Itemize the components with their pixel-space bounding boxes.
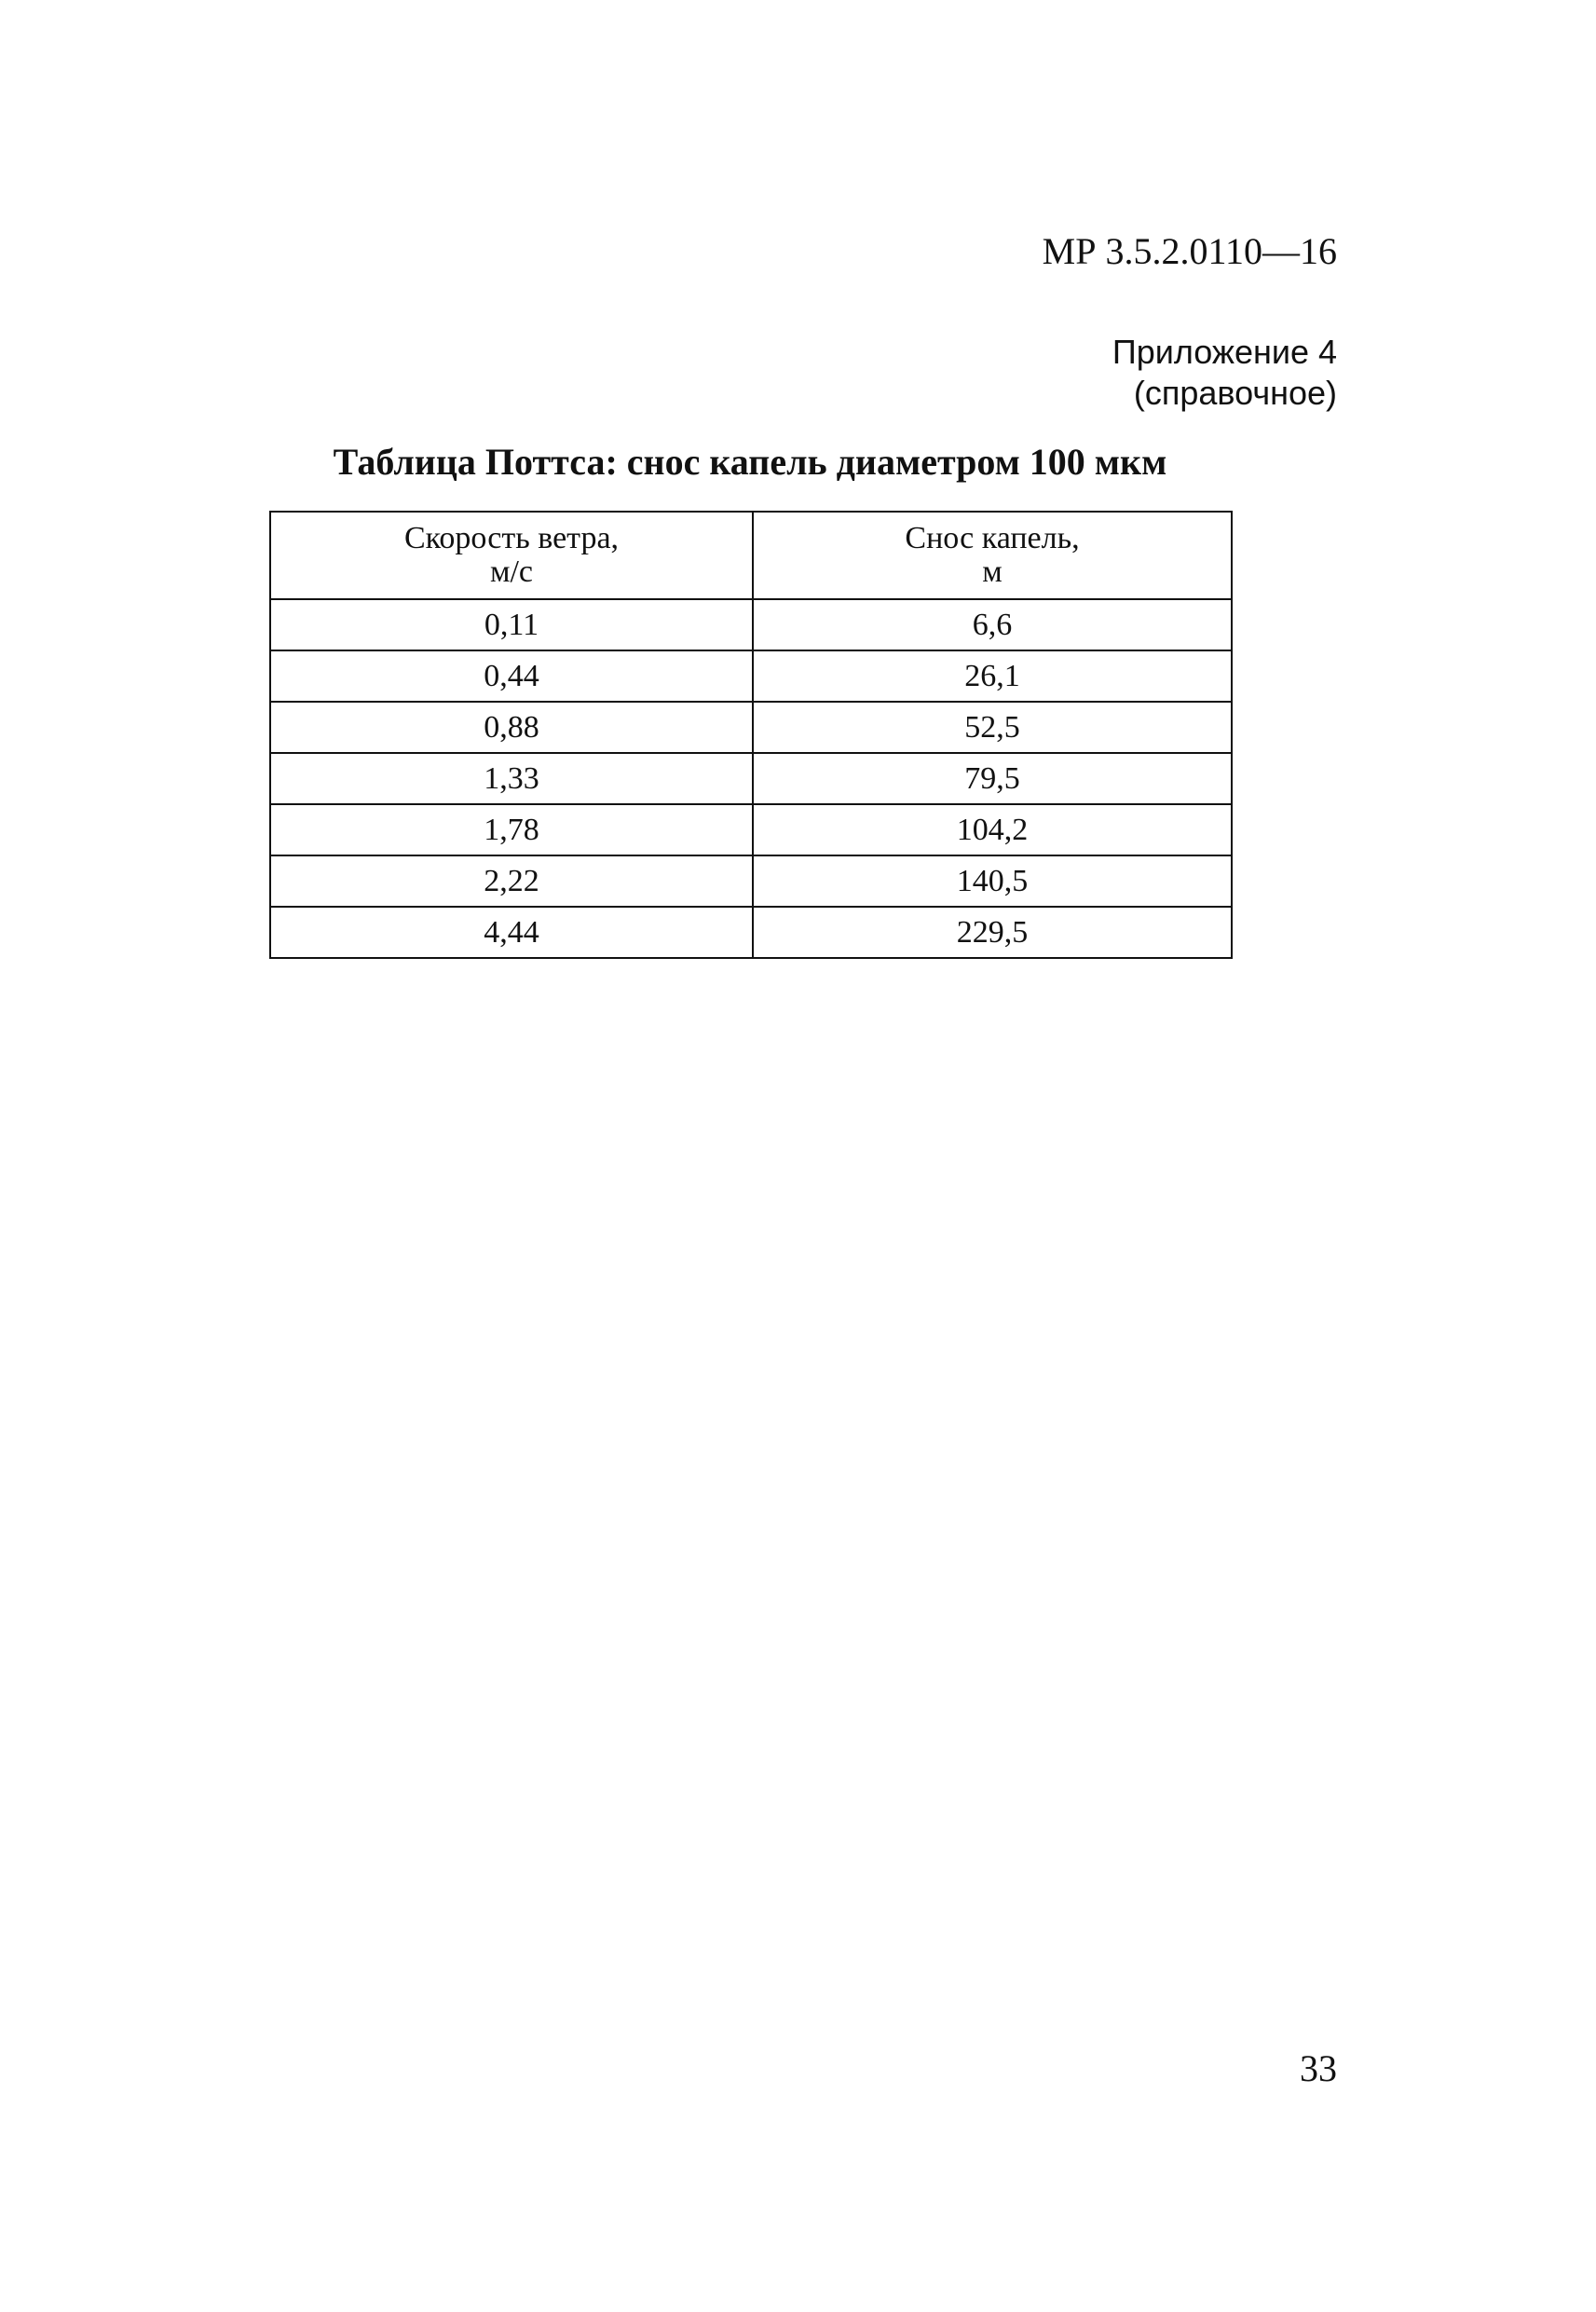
wind-speed-cell: 4,44 xyxy=(270,907,753,958)
drop-drift-cell: 104,2 xyxy=(753,804,1232,855)
appendix-type: (справочное) xyxy=(1133,374,1337,412)
column-header-wind-speed xyxy=(270,512,753,599)
drop-drift-cell: 26,1 xyxy=(753,650,1232,702)
wind-speed-cell: 0,11 xyxy=(270,599,753,650)
table-row xyxy=(270,753,1232,804)
page-number: 33 xyxy=(1300,2047,1337,2089)
drop-drift-cell: 140,5 xyxy=(753,855,1232,907)
wind-speed-cell: 0,44 xyxy=(270,650,753,702)
column-header-unit: м xyxy=(982,554,1003,589)
potts-drift-table xyxy=(269,511,1233,959)
wind-speed-cell: 1,78 xyxy=(270,804,753,855)
column-header-label: Снос капель, xyxy=(905,521,1080,555)
wind-speed-cell: 2,22 xyxy=(270,855,753,907)
drop-drift-cell: 79,5 xyxy=(753,753,1232,804)
drop-drift-cell: 229,5 xyxy=(753,907,1232,958)
table-row xyxy=(270,702,1232,753)
drop-drift-cell: 52,5 xyxy=(753,702,1232,753)
drop-drift-cell: 6,6 xyxy=(753,599,1232,650)
appendix-number: Приложение 4 xyxy=(1112,333,1337,371)
table-row xyxy=(270,599,1232,650)
table-row xyxy=(270,855,1232,907)
column-header-label: Скорость ветра, xyxy=(403,521,620,555)
column-header-unit: м/с xyxy=(489,554,534,589)
document-code: МР 3.5.2.0110—16 xyxy=(1042,230,1337,272)
appendix-label xyxy=(1112,332,1337,414)
wind-speed-cell: 1,33 xyxy=(270,753,753,804)
table-row xyxy=(270,907,1232,958)
table-header-row xyxy=(270,512,1232,599)
column-header-drop-drift xyxy=(753,512,1232,599)
table-row xyxy=(270,650,1232,702)
wind-speed-cell: 0,88 xyxy=(270,702,753,753)
table-row xyxy=(270,804,1232,855)
table-title: Таблица Поттса: снос капель диаметром 100 мкм xyxy=(333,441,1167,483)
